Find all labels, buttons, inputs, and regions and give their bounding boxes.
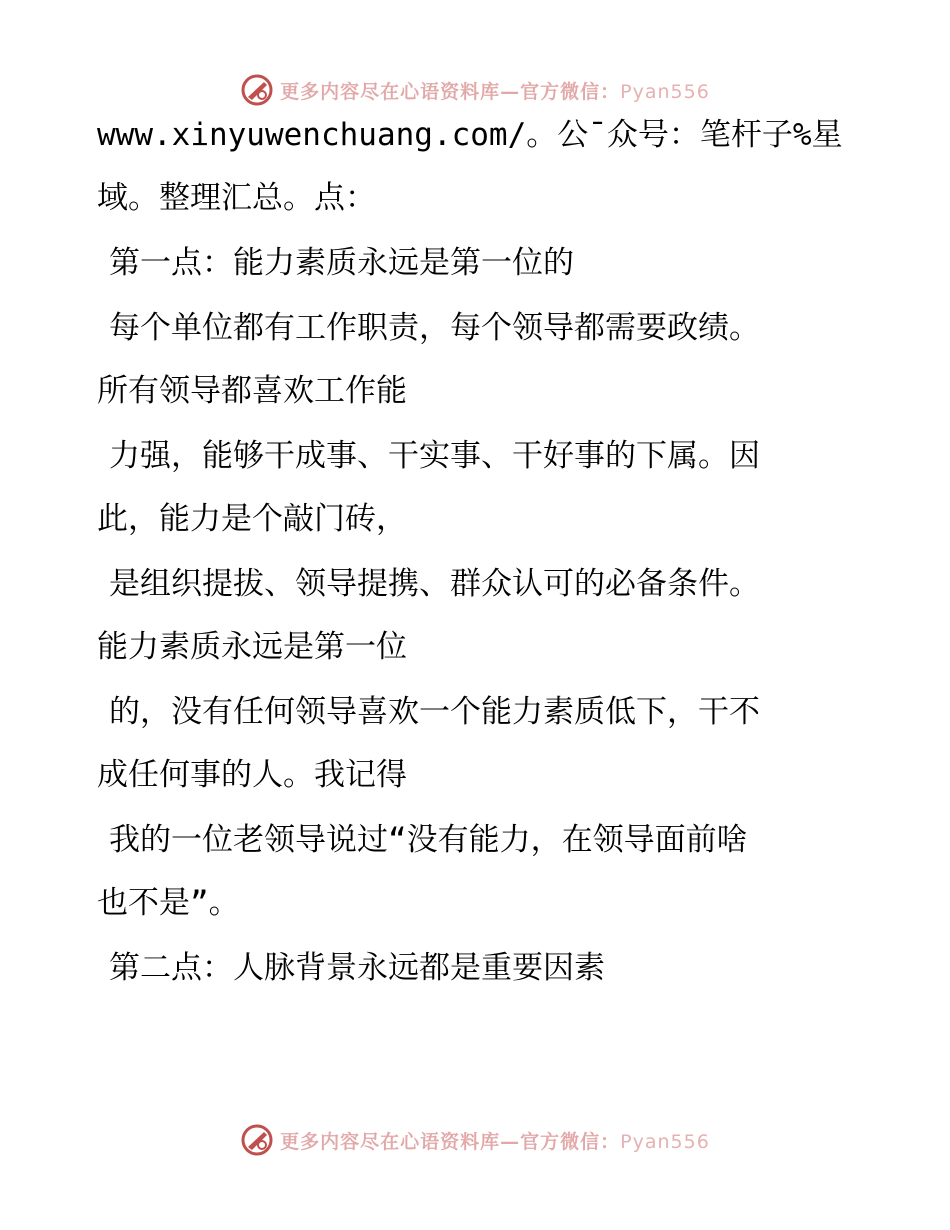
- footer-banner: [0, 1120, 950, 1160]
- text-line: www.xinyuwenchuang.com/。公¯众号：笔杆子%星: [97, 117, 843, 153]
- text-line: 域。整理汇总。点：: [97, 180, 376, 216]
- text-line: 我的一位老领导说过“没有能力，在领导面前啥: [109, 822, 748, 858]
- text-line: 成任何事的人。我记得: [97, 757, 407, 793]
- pen-logo-icon: [240, 73, 274, 107]
- banner-text: 更多内容尽在心语资料库—官方微信：Pyan556: [280, 1130, 710, 1153]
- pen-logo-icon: [240, 1123, 274, 1157]
- section-heading: [97, 245, 837, 281]
- text-line: 每个单位都有工作职责，每个领导都需要政绩。: [109, 310, 760, 346]
- text-line: 第一点：能力素质永远是第一位的: [109, 245, 574, 281]
- wechat-id: Pyan556: [620, 1130, 710, 1153]
- document-body: [97, 117, 843, 1018]
- paragraph: [97, 822, 837, 921]
- text-line: 所有领导都喜欢工作能: [97, 373, 407, 409]
- banner-text: 更多内容尽在心语资料库—官方微信：Pyan556: [280, 80, 710, 103]
- header-banner: [0, 70, 950, 110]
- wechat-id: Pyan556: [620, 80, 710, 103]
- text-line: 此，能力是个敲门砖，: [97, 501, 407, 537]
- text-line: 的，没有任何领导喜欢一个能力素质低下，干不: [109, 694, 760, 730]
- text-line: 力强，能够干成事、干实事、干好事的下属。因: [109, 438, 760, 474]
- text-line: 第二点：人脉背景永远都是重要因素: [109, 950, 605, 986]
- paragraph: [97, 566, 837, 665]
- paragraph: [97, 438, 837, 537]
- text-line: 也不是”。: [97, 885, 240, 921]
- paragraph: [97, 694, 837, 793]
- text-line: 是组织提拔、领导提携、群众认可的必备条件。: [109, 566, 760, 602]
- section-heading: [97, 950, 837, 986]
- text-line: 能力素质永远是第一位: [97, 629, 407, 665]
- paragraph: [97, 117, 843, 216]
- paragraph: [97, 310, 837, 409]
